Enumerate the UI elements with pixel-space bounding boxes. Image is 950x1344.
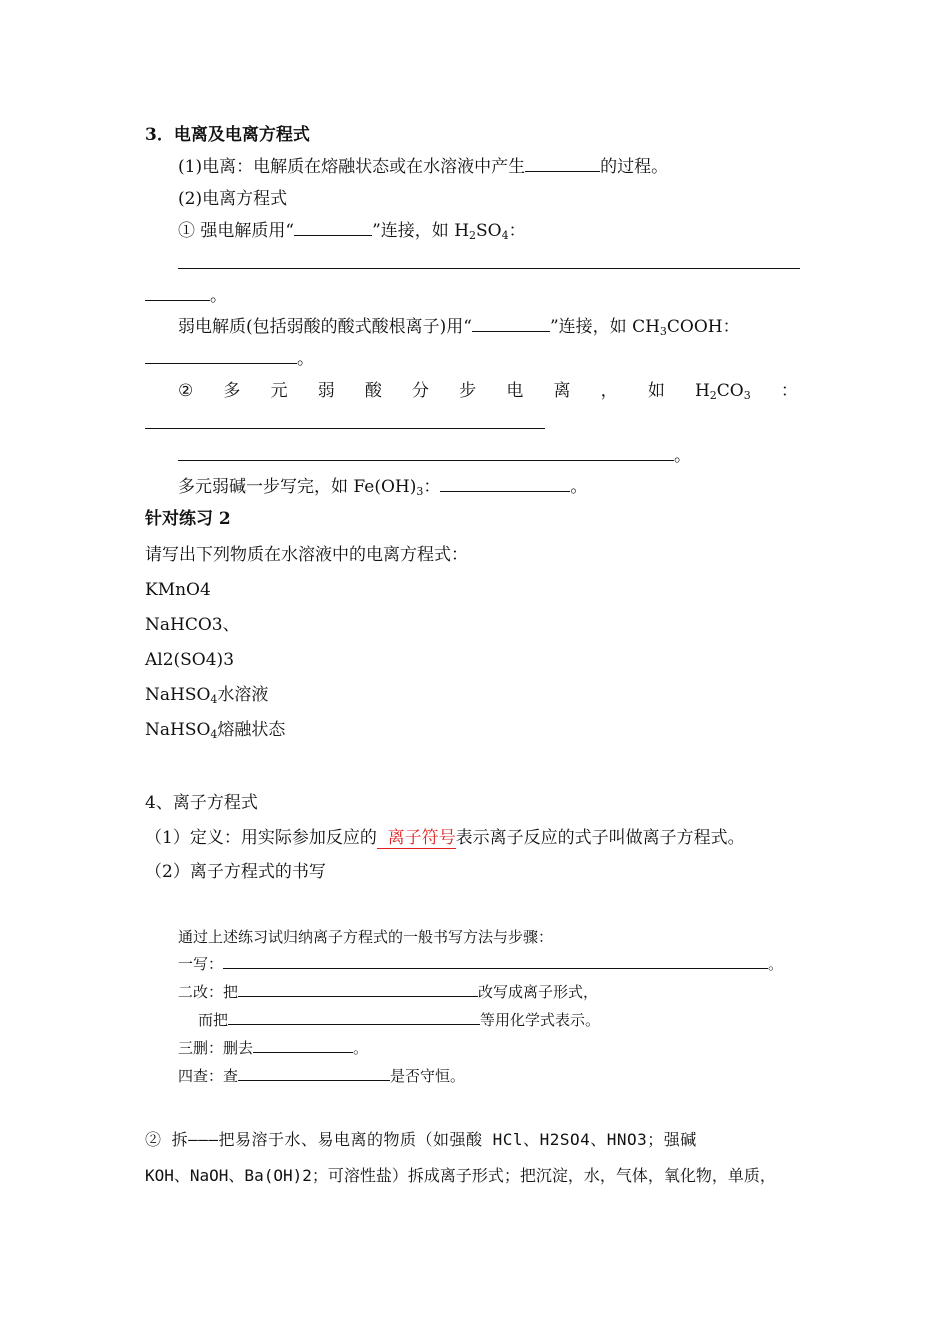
step-change-b: 而把 等用化学式表示。 [198,1011,601,1029]
ionic-equation-definition: （1）定义：用实际参加反应的 离子符号表示离子反应的式子叫做离子方程式。 [145,828,745,848]
weak-electrolyte-line: 弱电解质(包括弱酸的酸式酸根离子)用“ ”连接，如 $CH_3COOH$： [178,317,740,338]
split-rule-line-2: KOH、NaOH、Ba(OH)2；可溶性盐）拆成离子形式；把沉淀，水，气体，氧化物，单质， [145,1166,776,1185]
answer-line-continued: 。 [145,284,227,308]
fill-blank[interactable] [253,1038,353,1053]
answer-line[interactable] [178,268,800,269]
fill-blank[interactable] [145,347,297,364]
fill-blank[interactable] [223,954,768,969]
practice-item: NaHCO3、 [145,615,240,635]
strong-electrolyte-line: ① 强电解质用“ ”连接，如 $H_2SO_4$： [178,221,526,242]
summary-prompt: 通过上述练习试归纳离子方程式的一般书写方法与步骤： [178,928,554,946]
step-check: 四查：查 是否守恒。 [178,1067,466,1085]
fill-blank[interactable] [440,475,570,492]
practice-item: KMnO4 [145,580,211,600]
fill-blank[interactable] [238,1066,390,1081]
polyprotic-acid-line: ② 多 元 弱 酸 分 步 电 离 ， 如 $H_2CO_3$ ： [178,379,798,408]
fill-blank[interactable] [525,155,600,172]
ionic-equation-writing-heading: （2）离子方程式的书写 [145,862,326,882]
answer-line[interactable] [145,428,545,429]
practice-item: NaHSO$_4$水溶液 [145,685,269,706]
practice-item: NaHSO$_4$熔融状态 [145,720,286,741]
step-change: 二改：把 改写成离子形式， [178,983,599,1001]
practice-item: Al2(SO4)3 [145,650,235,670]
fill-blank[interactable] [145,284,210,301]
weak-electrolyte-answer: 。 [145,347,314,371]
fill-blank[interactable] [472,315,550,332]
step-delete: 三删：删去 。 [178,1039,369,1057]
weak-base-line: 多元弱碱一步写完，如 $Fe(OH)_3$： 。 [178,477,588,498]
step-write: 一写： 。 [178,955,784,973]
section-3-title: 3．电离及电离方程式 [145,125,310,145]
fill-blank[interactable] [294,219,372,236]
fill-blank[interactable] [178,444,674,461]
split-rule-line-1: ② 拆———把易溶于水、易电离的物质（如强酸 HCl、H2SO4、HNO3；强碱 [145,1130,697,1149]
fill-blank[interactable] [238,982,478,997]
practice-title: 针对练习 2 [145,509,231,529]
h2co3-formula: $H_2CO_3$ [694,381,751,402]
ionization-equation-heading: (2)电离方程式 [178,189,288,209]
section-4-title: 4、离子方程式 [145,793,258,813]
practice-prompt: 请写出下列物质在水溶液中的电离方程式： [145,545,468,565]
fill-blank[interactable] [228,1010,480,1025]
ionization-definition: (1)电离：电解质在熔融状态或在水溶液中产生 的过程。 [178,157,669,177]
polyprotic-answer: 。 [178,444,691,468]
highlighted-term: 离子符号 [376,828,456,848]
